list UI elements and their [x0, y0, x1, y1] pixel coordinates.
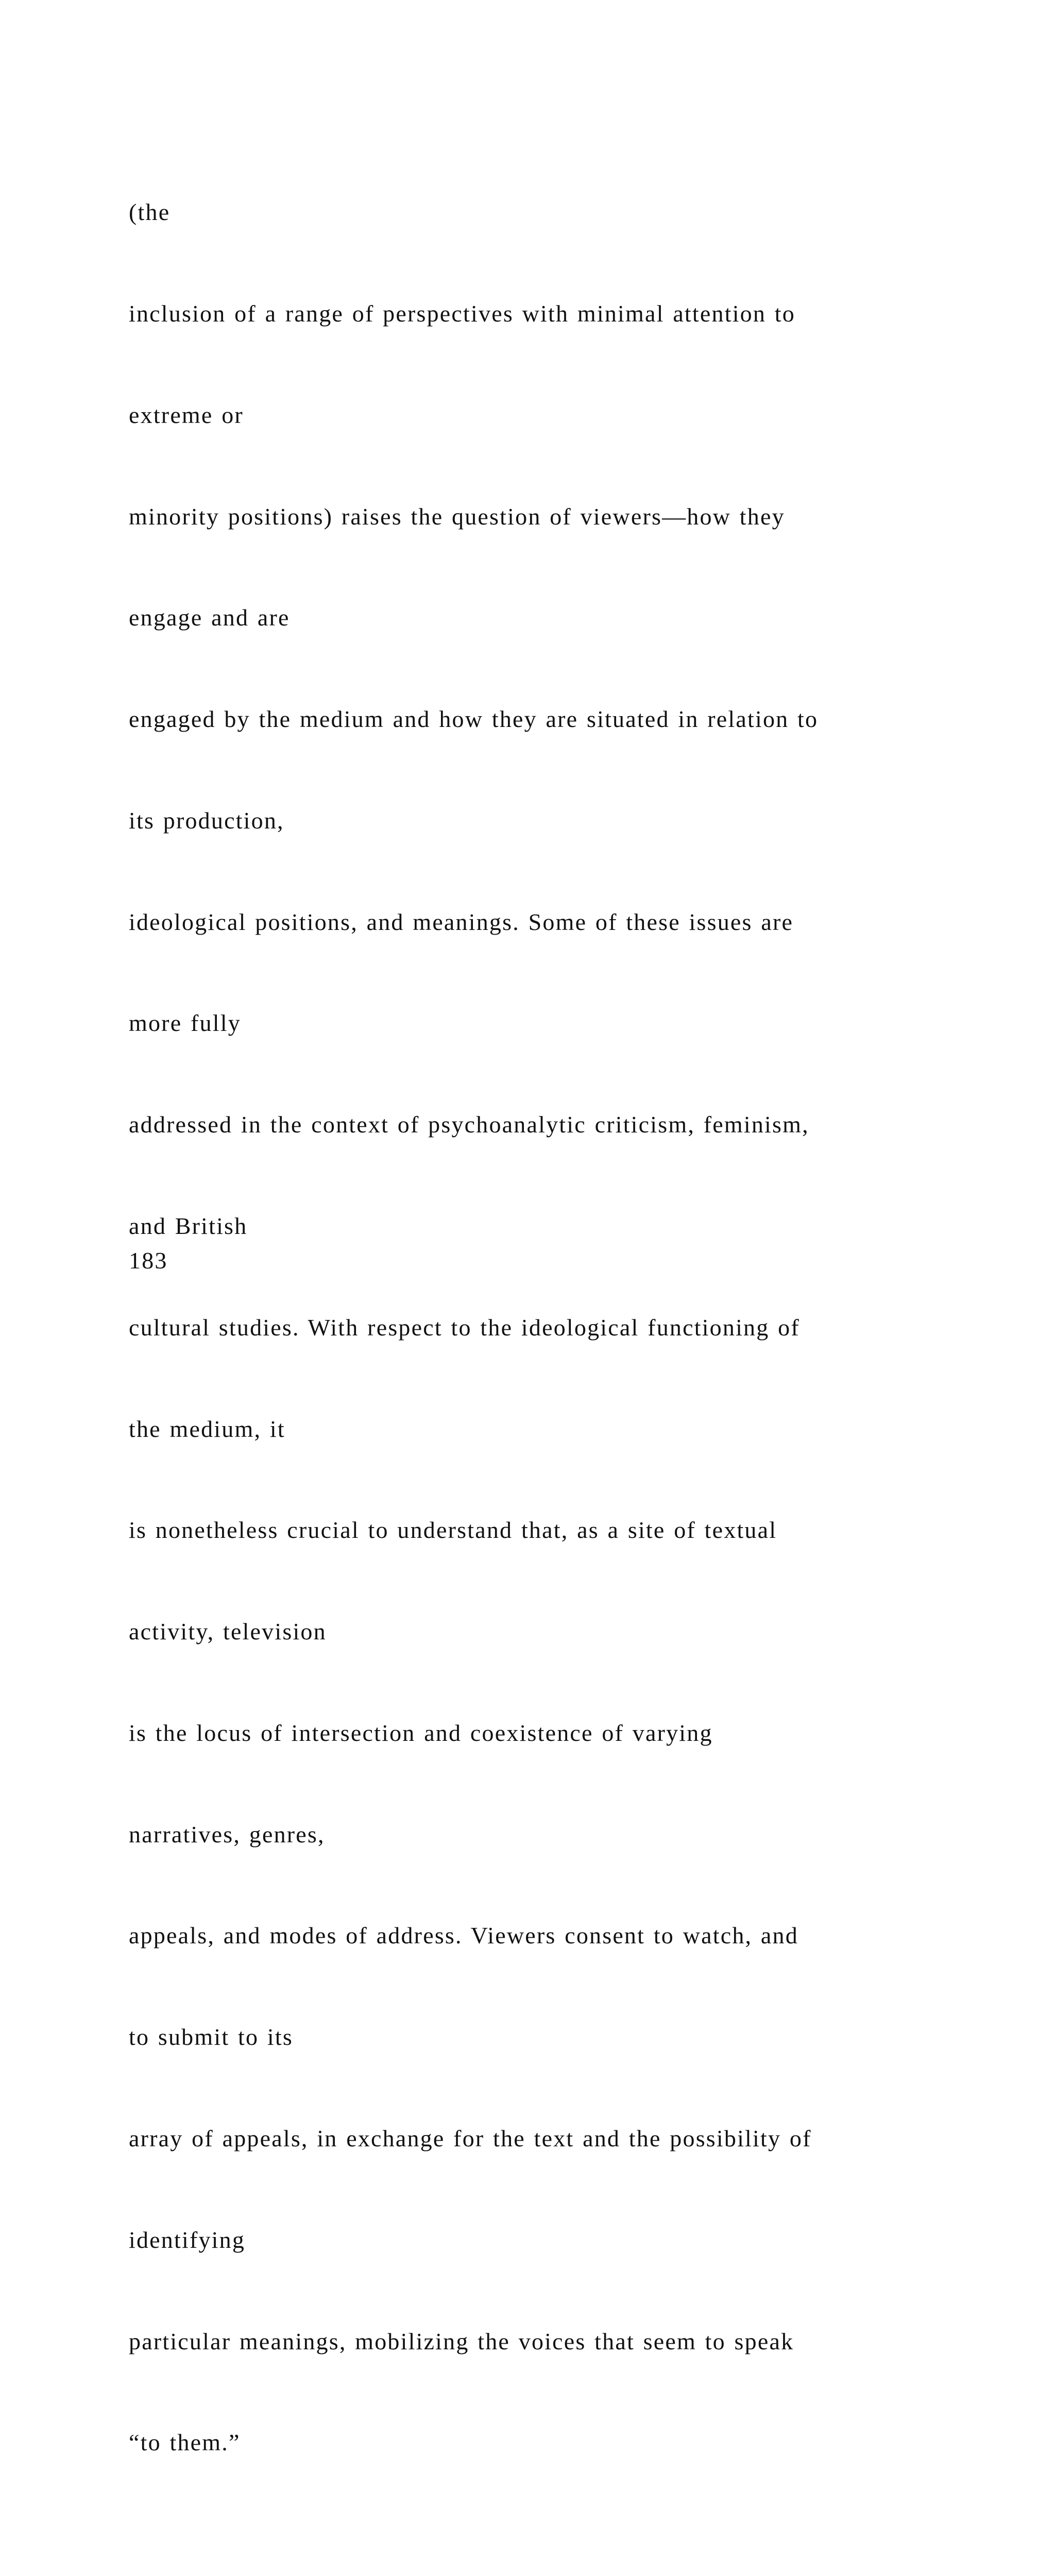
text-line: is the locus of intersection and coexistence of varying [129, 1719, 713, 1746]
text-line: (the [129, 199, 171, 226]
text-line: inclusion of a range of perspectives with minimal attention to [129, 300, 795, 327]
text-line: its production, [129, 807, 284, 834]
text-line: more fully [129, 1010, 241, 1037]
paragraph-gap [129, 2527, 1005, 2561]
text-line: and British [129, 1213, 248, 1239]
text-line: engaged by the medium and how they are situated in relation to [129, 706, 819, 733]
text-line: to submit to its [129, 2024, 293, 2050]
text-line: minority positions) raises the question of viewers—how they [129, 503, 785, 530]
body-text [129, 128, 1005, 2576]
text-line: particular meanings, mobilizing the voices that seem to speak [129, 2328, 794, 2354]
text-line: activity, television [129, 1618, 327, 1645]
text-line: the medium, it [129, 1415, 285, 1442]
text-line: is nonetheless crucial to understand that, as a site of textual [129, 1517, 777, 1544]
text-line: engage and are [129, 604, 290, 631]
text-line: extreme or [129, 401, 244, 428]
page-number: 183 [129, 1247, 168, 1274]
text-line: cultural studies. With respect to the ideological functioning of [129, 1314, 800, 1341]
text-line: appeals, and modes of address. Viewers consent to watch, and [129, 1922, 798, 1949]
text-line: ideological positions, and meanings. Some of these issues are [129, 908, 794, 935]
text-line: narratives, genres, [129, 1821, 325, 1848]
text-line: “to them.” [129, 2429, 241, 2456]
text-line: addressed in the context of psychoanalytic criticism, feminism, [129, 1111, 809, 1138]
text-line: identifying [129, 2226, 246, 2253]
text-line: array of appeals, in exchange for the text and the possibility of [129, 2125, 812, 2152]
